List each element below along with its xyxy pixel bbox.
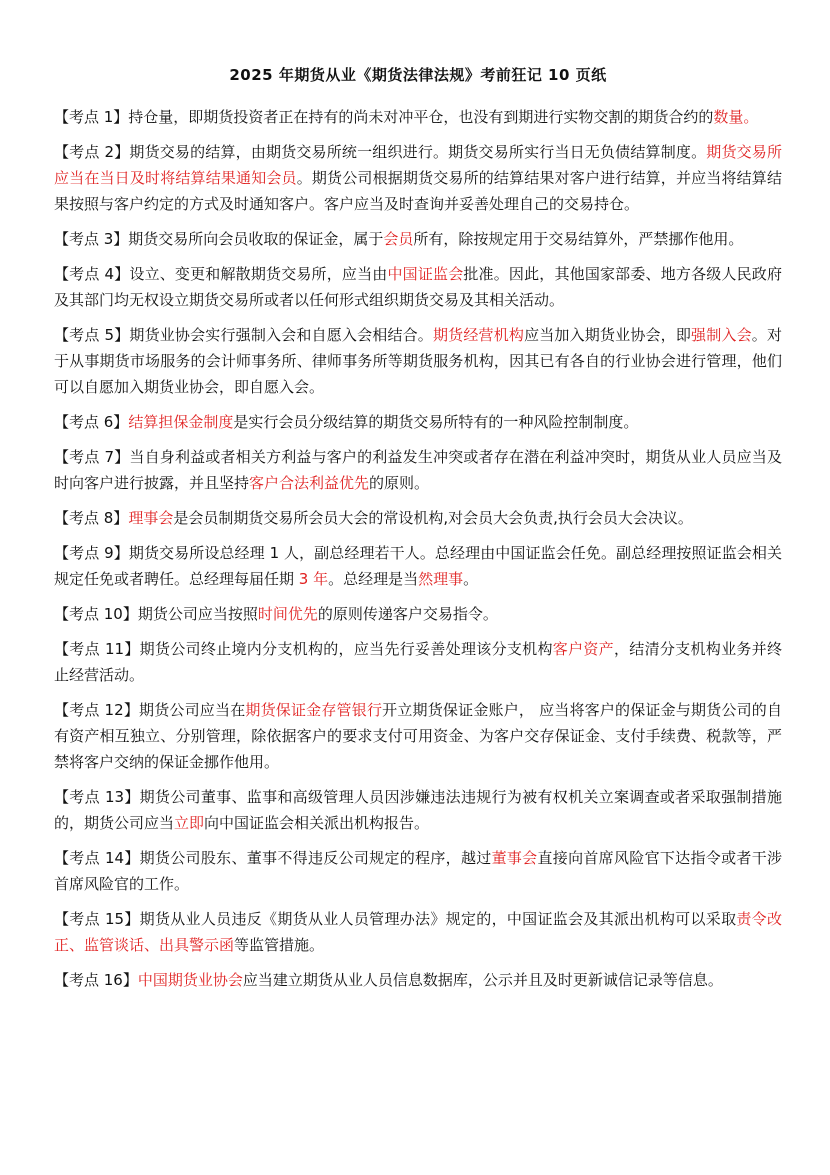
body-text: 。期货公司根据期货交易所的结算结果对客户进行结算，并应当将结算结果按照与客户约定的方式及时通知客户。客户应当及时查询并妥善处理自己的交易持仓。	[54, 169, 782, 213]
body-text: 【考点 3】期货交易所向会员收取的保证金，属于	[54, 230, 384, 248]
body-text: 等监管措施。	[234, 936, 325, 954]
highlighted-text: 时间优先	[257, 605, 318, 623]
exam-point-14	[54, 845, 782, 897]
exam-point-11	[54, 636, 782, 688]
document-title: 2025 年期货从业《期货法律法规》考前狂记 10 页纸	[229, 66, 607, 84]
highlighted-text: 董事会	[491, 849, 538, 867]
body-text: ，结清分支机构业务并终止经营活动。	[54, 640, 782, 684]
body-text: 直接向首席风险官下达指令或者干涉首席风险官的工作。	[54, 849, 782, 893]
exam-point-5	[54, 322, 782, 400]
body-text: 【考点 16】	[54, 971, 138, 989]
body-text: 开立期货保证金账户， 应当将客户的保证金与期货公司的自有资产相互独立、分别管理，除依据客户的要求支付可用资金、为客户交存保证金、支付手续费、税款等，严禁将客户交纳的保证金挪作他用。	[54, 701, 782, 771]
body-text: 所有，除按规定用于交易结算外，严禁挪作他用。	[413, 230, 744, 248]
exam-point-15	[54, 906, 782, 958]
highlighted-text: 期货保证金存管银行	[245, 701, 383, 719]
body-text: 【考点 11】期货公司终止境内分支机构的，应当先行妥善处理该分支机构	[54, 640, 553, 658]
highlighted-text: 客户资产	[552, 640, 614, 658]
body-text: 。对于从事期货市场服务的会计师事务所、律师事务所等期货服务机构，因其已有各自的行业协会进行管理，他们可以自愿加入期货业协会，即自愿入会。	[54, 326, 782, 396]
body-text: 【考点 5】期货业协会实行强制入会和自愿入会相结合。	[54, 326, 433, 344]
body-text: 【考点 9】期货交易所设总经理 1 人，副总经理若干人。总经理由中国证监会任免。副总经理按照证监会相关规定任免或者聘任。总经理每届任期	[54, 544, 782, 588]
exam-point-4	[54, 261, 782, 313]
highlighted-text: 客户合法利益优先	[249, 474, 370, 492]
body-text: 【考点 1】持仓量，即期货投资者正在持有的尚未对冲平仓，也没有到期进行实物交割的期货合约的	[54, 108, 714, 126]
exam-point-12	[54, 697, 782, 775]
body-text: 的原则。	[369, 474, 430, 492]
body-text: 应当加入期货业协会，即	[524, 326, 692, 344]
exam-point-10	[54, 601, 782, 627]
exam-point-8	[54, 505, 782, 531]
body-text: 【考点 13】期货公司董事、监事和高级管理人员因涉嫌违法违规行为被有权机关立案调查或者采取强制措施的，期货公司应当	[54, 788, 782, 832]
exam-point-3	[54, 226, 782, 252]
highlighted-text: 强制入会	[691, 326, 752, 344]
body-text: 是会员制期货交易所会员大会的常设机构,对会员大会负责,执行会员大会决议。	[173, 509, 693, 527]
body-text: 【考点 7】当自身利益或者相关方利益与客户的利益发生冲突或者存在潜在利益冲突时，期货从业人员应当及时向客户进行披露，并且坚持	[54, 448, 782, 492]
highlighted-text: 会员	[383, 230, 414, 248]
exam-point-7	[54, 444, 782, 496]
body-text: 【考点 4】设立、变更和解散期货交易所，应当由	[54, 265, 388, 283]
body-text: 【考点 10】期货公司应当按照	[54, 605, 258, 623]
exam-point-16	[54, 967, 782, 993]
highlighted-text: 期货交易所应当在当日及时将结算结果通知会员	[54, 143, 782, 187]
body-text: 【考点 6】	[54, 413, 129, 431]
highlighted-text: 结算担保金制度	[128, 413, 234, 431]
exam-point-1	[54, 104, 782, 130]
highlighted-text: 立即	[174, 814, 205, 832]
body-text: 应当建立期货从业人员信息数据库，公示并且及时更新诚信记录等信息。	[242, 971, 723, 989]
highlighted-text: 理事会	[128, 509, 174, 527]
highlighted-text: 然理事	[418, 570, 464, 588]
body-text: 的原则传递客户交易指令。	[317, 605, 498, 623]
highlighted-text: 中国证监会	[387, 265, 464, 283]
highlighted-text: 数量。	[713, 108, 759, 126]
highlighted-text: 责令改正、监管谈话、出具警示函	[54, 910, 782, 954]
exam-point-13	[54, 784, 782, 836]
exam-points-list	[54, 104, 782, 993]
body-text: 【考点 8】	[54, 509, 129, 527]
exam-point-2	[54, 139, 782, 217]
highlighted-text: 期货经营机构	[432, 326, 525, 344]
body-text: 。总经理是当	[328, 570, 419, 588]
body-text: 是实行会员分级结算的期货交易所特有的一种风险控制制度。	[233, 413, 639, 431]
body-text: 。	[463, 570, 479, 588]
highlighted-text: 中国期货业协会	[137, 971, 243, 989]
body-text: 批准。因此，其他国家部委、地方各级人民政府及其部门均无权设立期货交易所或者以任何形式组织期货交易及其相关活动。	[54, 265, 782, 309]
exam-point-6	[54, 409, 782, 435]
body-text: 【考点 2】期货交易的结算，由期货交易所统一组织进行。期货交易所实行当日无负债结算制度。	[54, 143, 707, 161]
body-text: 【考点 15】期货从业人员违反《期货从业人员管理办法》规定的，中国证监会及其派出机构可以采取	[54, 910, 737, 928]
highlighted-text: 3 年	[298, 570, 329, 588]
body-text: 【考点 14】期货公司股东、董事不得违反公司规定的程序，越过	[54, 849, 492, 867]
body-text: 向中国证监会相关派出机构报告。	[204, 814, 430, 832]
body-text: 【考点 12】期货公司应当在	[54, 701, 246, 719]
exam-point-9	[54, 540, 782, 592]
